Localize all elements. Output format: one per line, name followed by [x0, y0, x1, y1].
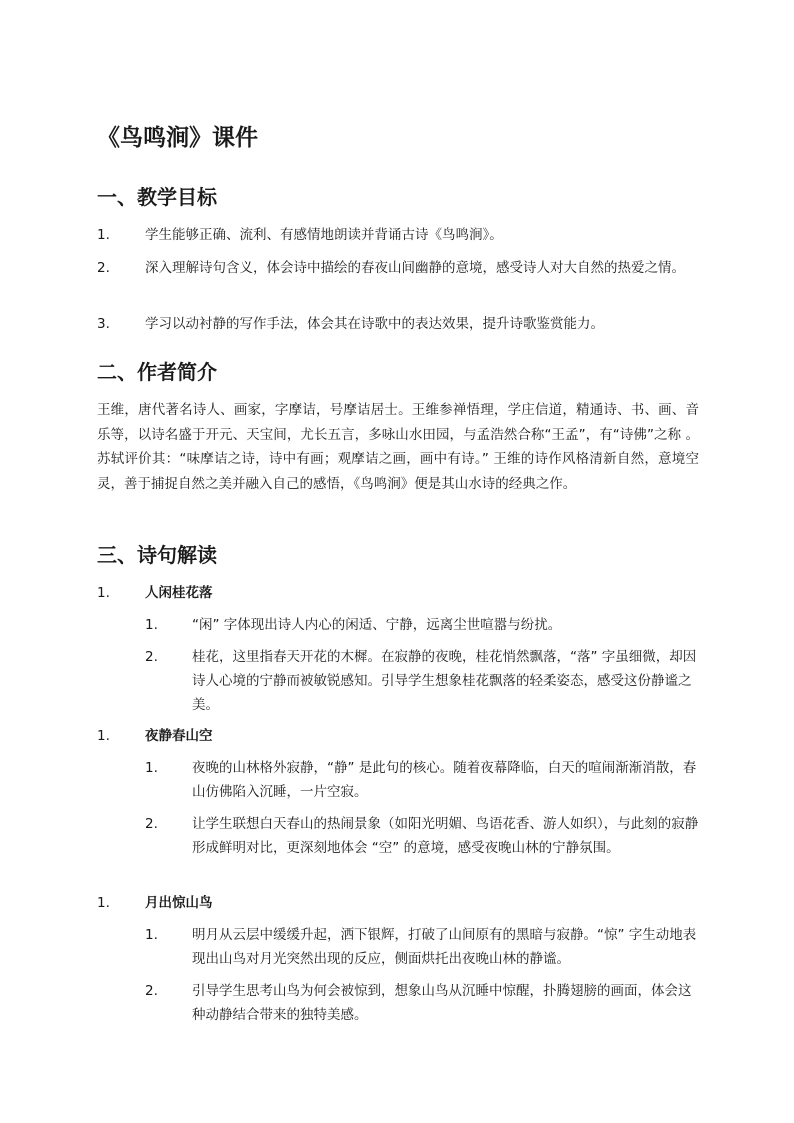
sub-item-number: 1. — [145, 927, 158, 943]
list-item-text: 深入理解诗句含义，体会诗中描绘的春夜山间幽静的意境，感受诗人对大自然的热爱之情。 — [145, 260, 685, 276]
verse-label: 夜静春山空 — [145, 728, 213, 744]
list-item-text: 学习以动衬静的写作手法，体会其在诗歌中的表达效果，提升诗歌鉴赏能力。 — [145, 316, 604, 332]
sub-item-number: 2. — [145, 983, 158, 999]
sub-item-number: 1. — [145, 760, 158, 776]
section-heading-author: 二、作者简介 — [97, 360, 217, 384]
sub-item-text: 夜晚的山林格外寂静，“静” 是此句的核心。随着夜幕降临，白天的喧闹渐渐消散，春山仿佛陷入沉睡，一片空寂。 — [192, 760, 697, 800]
sub-item-text: “闲” 字体现出诗人内心的闲适、宁静，远离尘世喧嚣与纷扰。 — [192, 617, 562, 633]
verse-label: 月出惊山鸟 — [145, 895, 213, 911]
verse-label: 人闲桂花落 — [145, 585, 213, 601]
section-heading-teaching-goals: 一、教学目标 — [97, 185, 217, 209]
sub-item-text: 让学生联想白天春山的热闹景象（如阳光明媚、鸟语花香、游人如织），与此刻的寂静形成鲜明对比，更深刻地体会 “空” 的意境，感受夜晚山林的宁静氛围。 — [192, 816, 699, 856]
list-item-text: 学生能够正确、流利、有感情地朗读并背诵古诗《鸟鸣涧》。 — [145, 227, 503, 243]
sub-item-number: 1. — [145, 617, 158, 633]
author-paragraph: 王维，唐代著名诗人、画家，字摩诘，号摩诘居士。王维参禅悟理，学庄信道，精通诗、书、画、音乐等，以诗名盛于开元、天宝间，尤长五言，多咏山水田园，与孟浩然合称“王孟”，有“诗佛”之称 。苏轼评价其：“味摩诘之诗，诗中有画；观摩诘之画，画中有诗。” 王维的诗作风格清新自然，意境空灵，善于捕捉自然之美并融入自己的感悟，《鸟鸣涧》便是其山水诗的经典之作。 — [97, 402, 699, 492]
group-number: 1. — [97, 585, 110, 601]
list-item-number: 2. — [97, 260, 110, 276]
section-heading-interpretation: 三、诗句解读 — [97, 543, 217, 567]
document-title: 《鸟鸣涧》课件 — [97, 125, 258, 151]
list-item-number: 1. — [97, 227, 110, 243]
group-number: 1. — [97, 728, 110, 744]
group-number: 1. — [97, 895, 110, 911]
sub-item-text: 明月从云层中缓缓升起，洒下银辉，打破了山间原有的黑暗与寂静。“惊” 字生动地表现出山鸟对月光突然出现的反应，侧面烘托出夜晚山林的静谧。 — [192, 927, 697, 967]
sub-item-text: 桂花，这里指春天开花的木樨。在寂静的夜晚，桂花悄然飘落，“落” 字虽细微，却因诗人心境的宁静而被敏锐感知。引导学生想象桂花飘落的轻柔姿态，感受这份静谧之美。 — [192, 649, 697, 713]
list-item-number: 3. — [97, 316, 110, 332]
sub-item-text: 引导学生思考山鸟为何会被惊到，想象山鸟从沉睡中惊醒，扑腾翅膀的画面，体会这种动静结合带来的独特美感。 — [192, 983, 692, 1023]
sub-item-number: 2. — [145, 816, 158, 832]
sub-item-number: 2. — [145, 649, 158, 665]
